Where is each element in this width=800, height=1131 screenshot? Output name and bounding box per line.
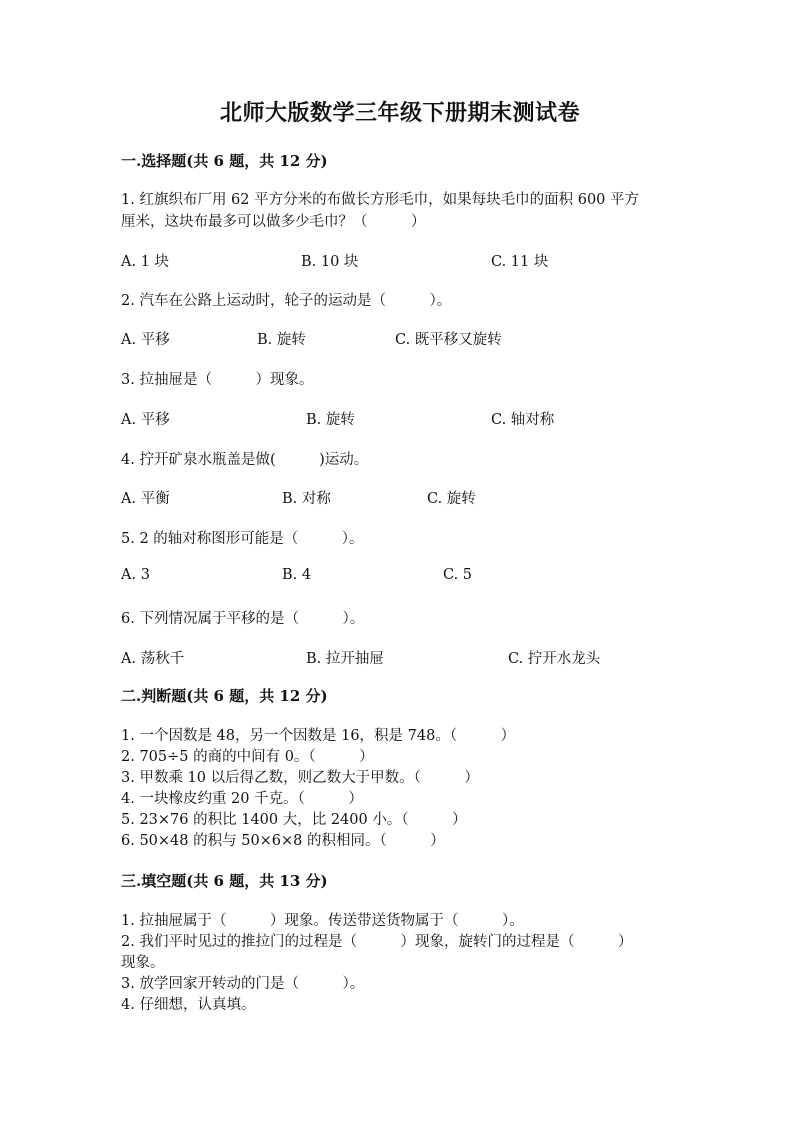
- option-b: B. 10 块: [301, 254, 359, 270]
- list-item: 6. 50×48 的积与 50×6×8 的积相同。（ ）: [121, 833, 445, 849]
- option-a: A. 平移: [121, 412, 170, 428]
- question-text: 4. 拧开矿泉水瓶盖是做( )运动。: [121, 452, 369, 468]
- section-heading-judgement: 二.判断题(共 6 题，共 12 分): [121, 687, 328, 705]
- list-item: 1. 拉抽屉属于（ ）现象。传送带送货物属于（ ）。: [121, 913, 524, 929]
- question-text: 1. 红旗织布厂用 62 平方分米的布做长方形毛巾，如果每块毛巾的面积 600 平方: [121, 192, 640, 208]
- option-a: A. 1 块: [121, 254, 170, 270]
- question-text: 6. 下列情况属于平移的是（ ）。: [121, 611, 365, 627]
- option-b: B. 4: [282, 567, 312, 583]
- option-b: B. 旋转: [257, 332, 306, 348]
- question-text: 厘米，这块布最多可以做多少毛巾？（ ）: [121, 214, 426, 230]
- list-item: 4. 仔细想，认真填。: [121, 997, 256, 1013]
- section-heading-choice: 一.选择题(共 6 题，共 12 分): [121, 152, 328, 170]
- option-c: C. 既平移又旋转: [395, 332, 502, 348]
- option-c: C. 拧开水龙头: [508, 651, 601, 667]
- option-c: C. 轴对称: [491, 412, 555, 428]
- list-item: 1. 一个因数是 48，另一个因数是 16，积是 748。（ ）: [121, 728, 516, 744]
- list-item: 3. 放学回家开转动的门是（ ）。: [121, 976, 365, 992]
- list-item: 2. 我们平时见过的推拉门的过程是（ ）现象，旋转门的过程是（ ）: [121, 934, 633, 950]
- option-a: A. 荡秋千: [121, 651, 185, 667]
- question-text: 5. 2 的轴对称图形可能是（ ）。: [121, 531, 364, 547]
- option-b: B. 旋转: [306, 412, 355, 428]
- list-item: 2. 705÷5 的商的中间有 0。（ ）: [121, 749, 374, 765]
- section-heading-fill-blank: 三.填空题(共 6 题，共 13 分): [121, 872, 328, 890]
- option-b: B. 对称: [282, 491, 331, 507]
- option-b: B. 拉开抽屉: [306, 651, 384, 667]
- option-a: A. 平衡: [121, 491, 170, 507]
- list-item: 现象。: [121, 955, 165, 971]
- list-item: 4. 一块橡皮约重 20 千克。（ ）: [121, 791, 363, 807]
- option-a: A. 平移: [121, 332, 170, 348]
- option-c: C. 旋转: [427, 491, 476, 507]
- question-text: 3. 拉抽屉是（ ）现象。: [121, 372, 314, 388]
- list-item: 5. 23×76 的积比 1400 大，比 2400 小。（ ）: [121, 812, 467, 828]
- option-c: C. 11 块: [491, 254, 549, 270]
- page-title: 北师大版数学三年级下册期末测试卷: [219, 100, 580, 126]
- option-a: A. 3: [121, 567, 150, 583]
- option-c: C. 5: [443, 567, 473, 583]
- list-item: 3. 甲数乘 10 以后得乙数，则乙数大于甲数。（ ）: [121, 770, 479, 786]
- question-text: 2. 汽车在公路上运动时，轮子的运动是（ ）。: [121, 293, 452, 309]
